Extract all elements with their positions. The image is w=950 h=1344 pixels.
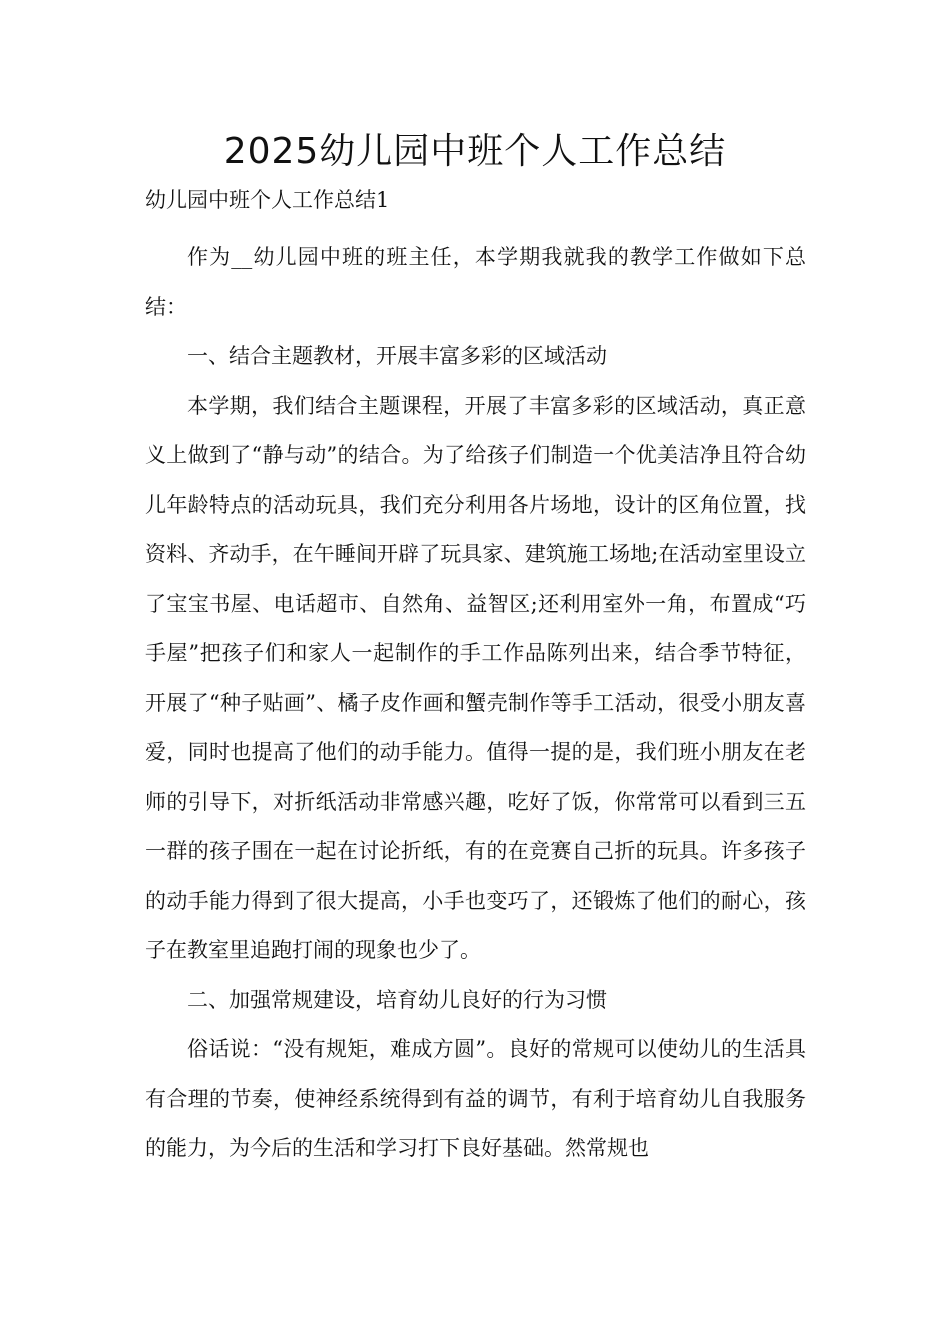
body-paragraph-1: 本学期，我们结合主题课程，开展了丰富多彩的区域活动，真正意义上做到了“静与动”的结合。为了给孩子们制造一个优美洁净且符合幼儿年龄特点的活动玩具，我们充分利用各片场地，设计的区角位置，找资料、齐动手，在午睡间开辟了玩具家、建筑施工场地;在活动室里设立了宝宝书屋、电话超市、自然角、益智区;还利用室外一角，布置成“巧手屋”把孩子们和家人一起制作的手工作品陈列出来，结合季节特征，开展了“种子贴画”、橘子皮作画和蟹壳制作等手工活动，很受小朋友喜爱，同时也提高了他们的动手能力。值得一提的是，我们班小朋友在老师的引导下，对折纸活动非常感兴趣，吃好了饭，你常常可以看到三五一群的孩子围在一起在讨论折纸，有的在竞赛自己折的玩具。许多孩子的动手能力得到了很大提高，小手也变巧了，还锻炼了他们的耐心，孩子在教室里追跑打闹的现象也少了。 [145,393,806,962]
document-subtitle: 幼儿园中班个人工作总结1 [145,188,390,212]
intro-paragraph: 作为__幼儿园中班的班主任，本学期我就我的教学工作做如下总结： [145,245,806,319]
section-heading-1: 一、结合主题教材，开展丰富多彩的区域活动 [187,344,607,368]
body-paragraph-2: 俗话说：“没有规矩，难成方圆”。良好的常规可以使幼儿的生活具有合理的节奏，使神经系统得到有益的调节，有利于培育幼儿自我服务的能力，为今后的生活和学习打下良好基础。然常规也 [145,1037,806,1160]
section-heading-2: 二、加强常规建设，培育幼儿良好的行为习惯 [187,987,607,1012]
document-body [145,233,806,1174]
document-title: 2025幼儿园中班个人工作总结 [223,131,727,172]
